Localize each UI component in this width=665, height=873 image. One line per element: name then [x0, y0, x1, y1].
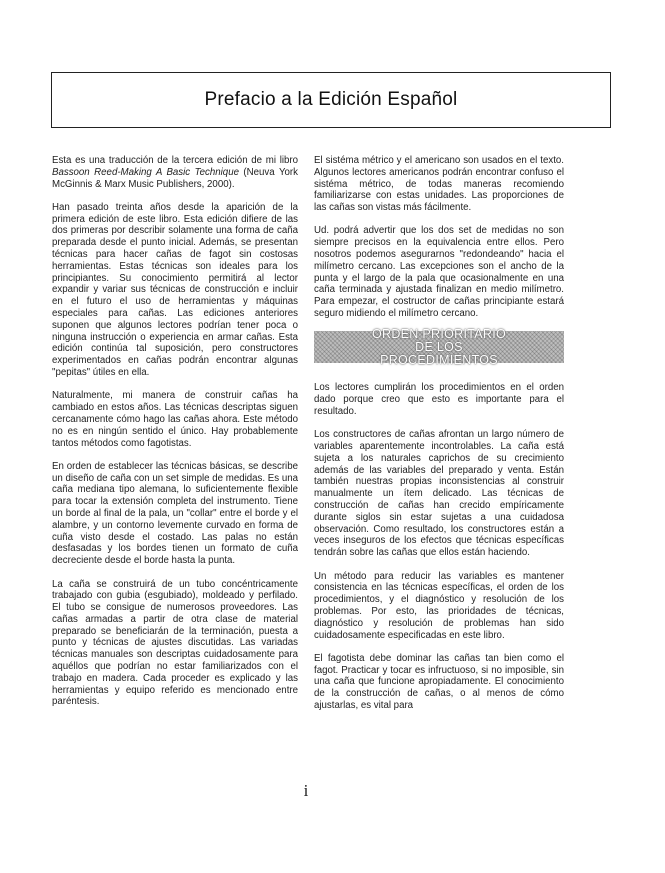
paragraph: Han pasado treinta años desde la aparición de la primera edición de este libro. Esta edición difiere de las dos primeras por describir solamente una forma de caña preparada desde el punto inicial. Además, se presentan técnicas para hacer cañas de fagot sin costosas herramientas. Estas técnicas son ideales para los principiantes. Su conocimiento permitirá al lector expandir y variar sus técnicas de construcción e incluir en el futuro el uso de herramientas y máquinas especiales para cañas. Las ediciones anteriores suponen que algunos lectores podrían tener poca o ninguna instrucción o experiencia en armar cañas. Esta edición continúa tal suposición, pero constructores experimentados en cañas podrán encontrar algunas "pepitas" útiles en ella. [52, 201, 298, 379]
paragraph: La caña se construirá de un tubo concéntricamente trabajado con gubia (esgubiado), moldeado y perfilado. El tubo se consigue de numerosos proveedores. Las cañas armadas a partir de otra clase de material preparado se beneficiarán de la terminación, puesta a punto y técnicas de ajustes discutidas. Las variadas técnicas manuales son descriptas cuidadosamente para aquéllos que podrían no estar familiarizados con el trabajo en madera. Cada proceder es explicado y las herramientas y equipo referido es mencionado entre paréntesis. [52, 578, 298, 708]
paragraph-intro-publisher: (Neuva York McGinnis & Marx Music Publishers, 2000). [52, 166, 298, 190]
paragraph: Naturalmente, mi manera de construir cañas ha cambiado en estos años. Las técnicas descriptas siguen cercanamente cómo hago las cañas ahora. Este método no es en ningún sentido el único. Hay probablemente tantos métodos como fagotistas. [52, 390, 298, 449]
paragraph: Un método para reducir las variables es mantener consistencia en las técnicas específicas, el orden de los procedimientos, y el diagnóstico y resolución de los problemas. Por esto, las prioridades de técnicas, diagnóstico y resolución de problemas han sido cuidadosamente especificadas en este libro. [314, 570, 564, 641]
paragraph: En orden de establecer las técnicas básicas, se describe un diseño de caña con un set simple de medidas. Es una caña mediana tipo alemana, lo suficientemente flexible para tocar la extensión completa del instrumento. Tiene un borde al final de la pala, un "collar" entre el borde y el alambre, y un contorno levemente curvado en forma de cuña visto desde el costado. Las palas no están desfasadas y los bordes tienen un formato de cuña decreciente desde el borde hasta la punta. [52, 460, 298, 567]
left-column [52, 155, 298, 720]
paragraph: El sistéma métrico y el americano son usados en el texto. Algunos lectores americanos podrán encontrar confuso el sistéma métrico, de todas maneras recomiendo familiarizarse con estas unidades. Las proporciones de las cañas son vistas más fácilmente. [314, 155, 564, 214]
right-column [314, 155, 564, 723]
paragraph-intro-text: Esta es una traducción de la tercera edición de mi libro [52, 155, 298, 166]
paragraph: Ud. podrá advertir que los dos set de medidas no son siempre precisos en la equivalencia entre ellos. Pero nosotros podemos asegurarnos "redondeando" hacia el milímetro cercano. Las excepciones son el ancho de la punta y el largo de la pala que ocasionalmente en una caña terminada y ajustada finalizan en medio milímetro. Para empezar, el costructor de cañas principiante estará seguro midiendo el milímetro cercano. [314, 225, 564, 320]
title-box [51, 72, 611, 128]
section-heading: ORDEN PRIORITARIO DE LOS PROCEDIMIENTOS [371, 326, 507, 367]
paragraph: El fagotista debe dominar las cañas tan bien como el fagot. Practicar y tocar es infructuoso, si no imposible, sin una caña que funcione apropiadamente. El conocimiento de la construcción de cañas, o al menos de cómo ajustarlas, es vital para [314, 652, 564, 711]
paragraph: Los lectores cumplirán los procedimientos en el orden dado porque creo que esto es importante para el resultado. [314, 382, 564, 417]
paragraph: Los constructores de cañas afrontan un largo número de variables aparentemente incontrolables. La caña está sujeta a los naturales caprichos de su crecimiento además de las variables del preparado y venta. Están también nuestras propias inconsistencias al construir manualmente un ítem delicado. Las técnicas de construcción de cañas han crecido empíricamente durante siglos sin estar sujetas a una cuidadosa observación. Como resultado, los constructores están a veces inseguros de los efectos que técnicas específicas tendrán sobre las cañas que ellos están haciendo. [314, 429, 564, 559]
book-title: Bassoon Reed-Making A Basic Technique [52, 166, 239, 178]
page-number: i [303, 781, 309, 800]
paragraph-intro [52, 155, 298, 190]
page-title: Prefacio a la Edición Español [204, 89, 458, 110]
section-banner [314, 326, 564, 367]
